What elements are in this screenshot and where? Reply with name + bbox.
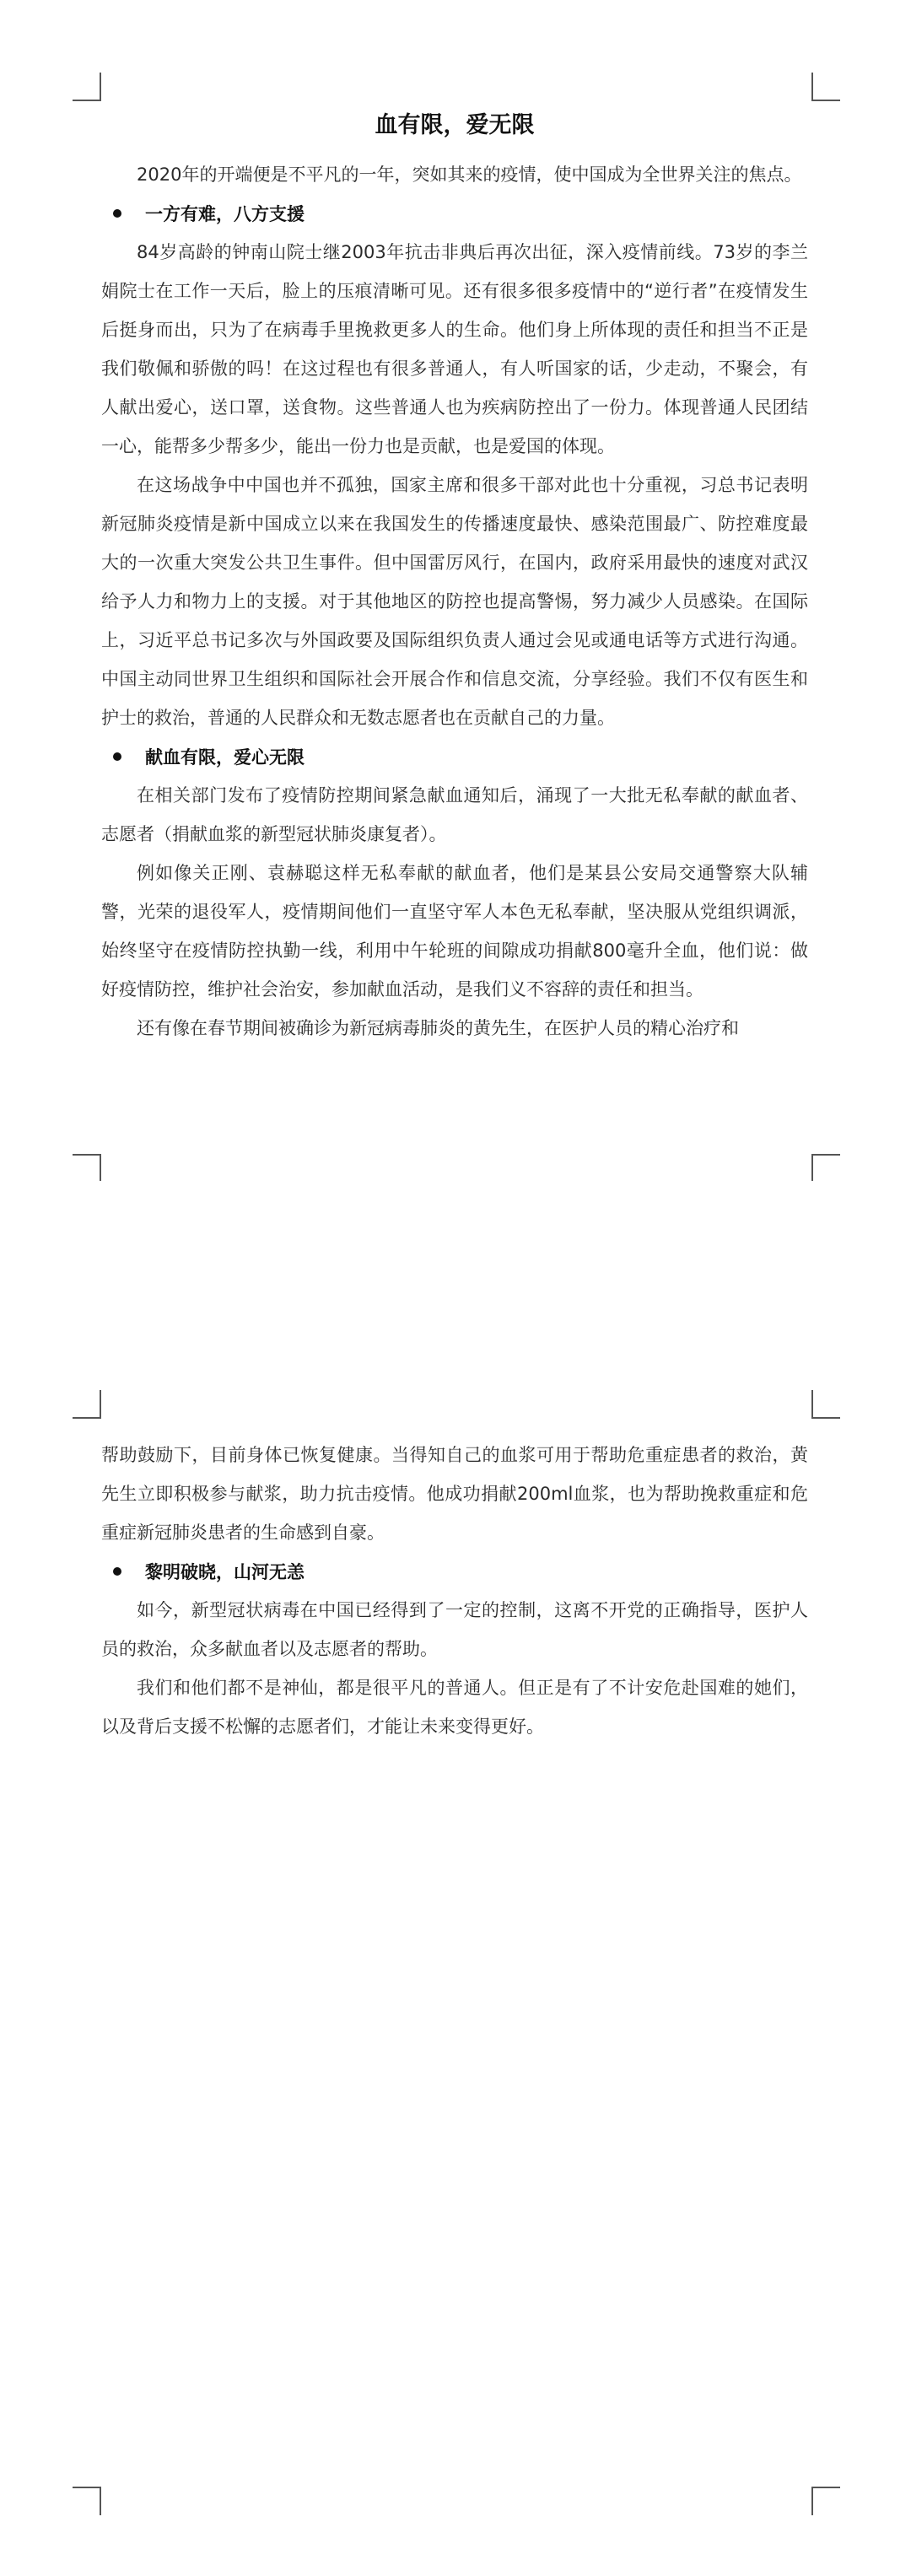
page-2-body <box>101 1436 808 1746</box>
section-3-paragraph-1: 如今，新型冠状病毒在中国已经得到了一定的控制，这离不开党的正确指导，医护人员的救治，众多献血者以及志愿者的帮助。 <box>101 1600 808 1659</box>
document-title: 血有限，爱无限 <box>375 112 535 138</box>
section-2-paragraph-3: 还有像在春节期间被确诊为新冠病毒肺炎的黄先生，在医护人员的精心治疗和 <box>137 1018 739 1038</box>
section-heading-3 <box>101 1552 808 1591</box>
section-1-paragraph-1: 84岁高龄的钟南山院士继2003年抗击非典后再次出征，深入疫情前线。73岁的李兰娟院士在工作一天后，脸上的压痕清晰可见。还有很多很多疫情中的“逆行者”在疫情发生后挺身而出，只为了在病毒手里挽救更多人的生命。他们身上所体现的责任和担当不正是我们敬佩和骄傲的吗！在这过程也有很多普通人，有人听国家的话，少走动，不聚会，有人献出爱心，送口罩，送食物。这些普通人也为疾病防控出了一份力。体现普通人民团结一心，能帮多少帮多少，能出一份力也是贡献，也是爱国的体现。 <box>101 242 808 456</box>
crop-mark-top-right <box>811 73 840 101</box>
page-1-body <box>101 111 808 1048</box>
crop-mark-bottom-left <box>73 2487 101 2515</box>
crop-mark-bottom-left <box>73 1154 101 1183</box>
crop-mark-top-left <box>73 1390 101 1419</box>
section-heading-3-text: 黎明破晓，山河无恙 <box>145 1562 305 1582</box>
section-1-paragraph-2: 在这场战争中中国也并不孤独，国家主席和很多干部对此也十分重视，习总书记表明新冠肺炎疫情是新中国成立以来在我国发生的传播速度最快、感染范围最广、防控难度最大的一次重大突发公共卫生事件。但中国雷厉风行，在国内，政府采用最快的速度对武汉给予人力和物力上的支援。对于其他地区的防控也提高警惕，努力减少人员感染。在国际上，习近平总书记多次与外国政要及国际组织负责人通过会见或通电话等方式进行沟通。中国主动同世界卫生组织和国际社会开展合作和信息交流，分享经验。我们不仅有医生和护士的救治，普通的人民群众和无数志愿者也在贡献自己的力量。 <box>101 475 808 728</box>
page-break-gap <box>0 1181 911 1392</box>
bullet-icon <box>113 752 121 761</box>
section-3-paragraph-2: 我们和他们都不是神仙，都是很平凡的普通人。但正是有了不计安危赴国难的她们，以及背后支援不松懈的志愿者们，才能让未来变得更好。 <box>101 1678 808 1737</box>
document-page-2 <box>0 1392 911 2576</box>
bullet-icon <box>113 209 121 218</box>
section-2-paragraph-2: 例如像关正刚、袁赫聪这样无私奉献的献血者，他们是某县公安局交通警察大队辅警，光荣的退役军人，疫情期间他们一直坚守军人本色无私奉献，坚决服从党组织调派，始终坚守在疫情防控执勤一线，利用中午轮班的间隙成功捐献800毫升全血，他们说：做好疫情防控，维护社会治安，参加献血活动，是我们义不容辞的责任和担当。 <box>101 863 808 1000</box>
section-heading-2 <box>101 737 808 776</box>
crop-mark-top-left <box>73 73 101 101</box>
continuation-paragraph: 帮助鼓励下，目前身体已恢复健康。当得知自己的血浆可用于帮助危重症患者的救治，黄先生立即积极参与献浆，助力抗击疫情。他成功捐献200ml血浆，也为帮助挽救重症和危重症新冠肺炎患者的生命感到自豪。 <box>101 1445 808 1543</box>
section-heading-1 <box>101 194 808 233</box>
bullet-icon <box>113 1567 121 1576</box>
crop-mark-bottom-right <box>811 1154 840 1183</box>
section-heading-2-text: 献血有限，爱心无限 <box>145 747 305 768</box>
section-2-paragraph-1: 在相关部门发布了疫情防控期间紧急献血通知后，涌现了一大批无私奉献的献血者、志愿者（捐献血浆的新型冠状肺炎康复者）。 <box>101 785 808 844</box>
intro-paragraph: 2020年的开端便是不平凡的一年，突如其来的疫情，使中国成为全世界关注的焦点。 <box>137 164 802 185</box>
crop-mark-top-right <box>811 1390 840 1419</box>
crop-mark-bottom-right <box>811 2487 840 2515</box>
document-page-1 <box>0 0 911 1181</box>
section-heading-1-text: 一方有难，八方支援 <box>145 204 305 224</box>
